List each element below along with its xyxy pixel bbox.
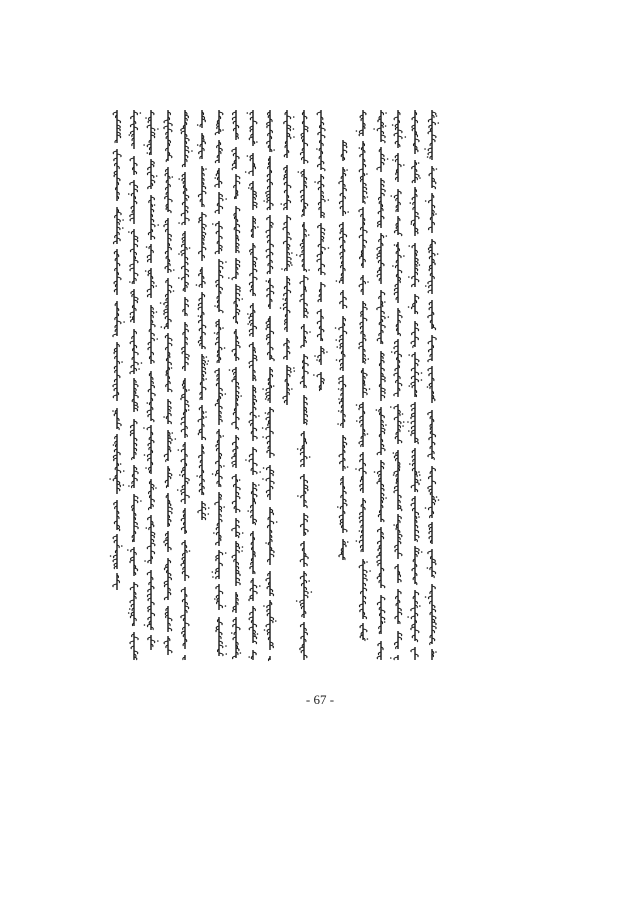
text-column — [313, 110, 329, 391]
text-column — [407, 110, 422, 660]
text-column — [262, 110, 278, 661]
text-column — [177, 110, 193, 660]
text-column — [160, 110, 176, 655]
text-column — [212, 110, 228, 656]
text-column — [280, 110, 295, 405]
text-column — [296, 110, 312, 660]
text-column — [355, 110, 371, 641]
text-column — [390, 110, 406, 660]
text-column — [335, 140, 349, 560]
text-column — [143, 110, 159, 650]
page-number: - 67 - — [305, 692, 335, 707]
text-columns — [109, 110, 439, 661]
text-column — [228, 110, 243, 659]
text-column — [373, 110, 389, 660]
text-column — [424, 110, 439, 660]
text-column — [196, 110, 210, 520]
text-column — [109, 110, 125, 590]
text-column — [127, 110, 142, 660]
text-column — [245, 110, 261, 660]
